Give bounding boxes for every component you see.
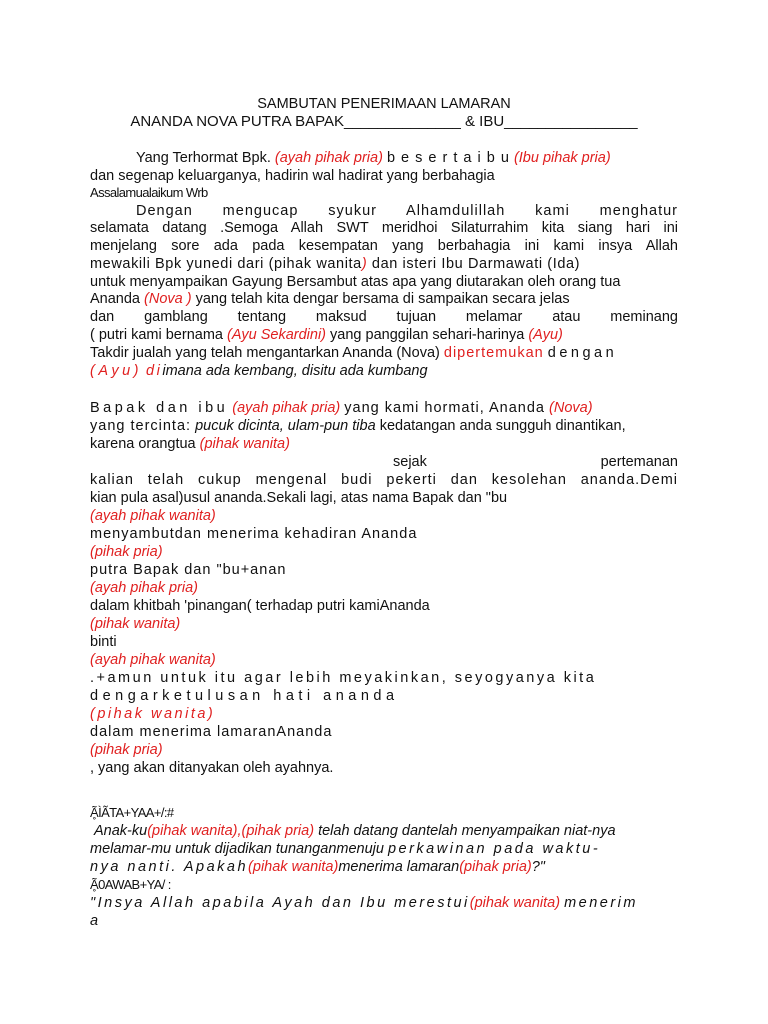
text-line: dalam menerima lamaranAnanda (90, 724, 333, 740)
text-line: yang tercinta: pucuk dicinta, ulam-pun tiba kedatangan anda sungguh dinantikan, (90, 418, 626, 434)
placeholder-line: (pihak pria) (90, 544, 163, 560)
salam-line: Assalamualaikum Wrb (90, 185, 208, 200)
placeholder-line: (ayah pihak pria) (90, 580, 198, 596)
document-page: SAMBUTAN PENERIMAAN LAMARAN ANANDA NOVA PUTRA BAPAK______________ & IBU________________ Yang Terhormat Bpk. (ayah pihak pria) b e s e r t a i b u (Ibu pihak pria) dan segenap keluarganya, hadirin wal hadirat yang berbahagia Assalamualaikum Wrb Dengan mengucap syukur Alhamdulillah kami menghatur selamata datang .Semoga Allah SWT meridhoi Silaturrahim kita siang hari ini menjelang sore ada pada kesempatan yang berbahagia ini kami insya Allah mewakili Bpk yunedi dari (pihak wanita) dan isteri Ibu Darmawati (Ida) untuk menyampaikan Gayung Bersambut atas apa yang diutarakan oleh orang tua Ananda (Nova ) yang telah kita dengar bersama di sampaikan secara jelas dan gamblang tentang maksud tujuan melamar atau meminang ( putri kami bernama (Ayu Sekardini) yang panggilan sehari-harinya (Ayu) Takdir jualah yang telah mengantarkan Ananda (Nova) dipertemukan dengan (Ayu) diimana ada kembang, disitu ada kumbang Bapak dan ibu (ayah pihak pria) yang kami hormati, Ananda (Nova) yang tercinta: pucuk dicinta, ulam-pun tiba kedatangan anda sungguh dinantikan, karena orangtua (pihak wanita) sejak pertemanan kalian telah cukup mengenal budi pekerti dan kesolehan ananda.Demi kian pula asal)usul ananda.Sekali lagi, atas nama Bapak dan "bu (ayah pihak wanita) menyambutdan menerima kehadiran Ananda (pihak pria) putra Bapak dan "bu+anan (ayah pihak pria) dalam khitbah 'pinangan( terhadap putri kamiAnanda (pihak wanita) binti (ayah pihak wanita) .+amun untuk itu agar lebih meyakinkan, seyogyanya kita dengarketulusan hati ananda (pihak wanita) dalam menerima lamaranAnanda (pihak pria) , yang akan ditanyakan oleh ayahnya. Ḁ̃ÌÃTA+YAA+/:# Anak-ku(pihak wanita),(pihak pria) telah datang dantelah menyampaikan niat-nya melamar-mu untuk dijadikan tunanganmenuju perkawinan pada waktu- nya nanti. Apakah(pihak wanita)menerima lamaran(pihak pria)?" Ḁ̃0AWAB+YA/ : "Insya Allah apabila Ayah dan Ibu merestui(pihak wanita) menerim a (90, 96, 678, 929)
placeholder-line: (pihak pria) (90, 742, 163, 758)
text-line: mewakili Bpk yunedi dari (pihak wanita) dan isteri Ibu Darmawati (Ida) (90, 256, 581, 272)
placeholder-line: (ayah pihak wanita) (90, 508, 216, 524)
text-line: menyambutdan menerima kehadiran Ananda (90, 526, 418, 542)
text-line: kalian telah cukup mengenal budi pekerti dan kesolehan ananda.Demi (90, 472, 678, 488)
text-line: kian pula asal)usul ananda.Sekali lagi, atas nama Bapak dan "bu (90, 490, 508, 506)
text-line: (Ayu) diimana ada kembang, disitu ada kumbang (90, 363, 428, 379)
placeholder-line: (pihak wanita) (90, 616, 181, 632)
section-heading: Ḁ̃ÌÃTA+YAA+/:# (90, 805, 174, 820)
text-line: Ananda (Nova ) yang telah kita dengar bersama di sampaikan secara jelas (90, 291, 570, 307)
text-line: untuk menyampaikan Gayung Bersambut atas apa yang diutarakan oleh orang tua (90, 274, 621, 290)
placeholder-line: (ayah pihak wanita) (90, 652, 216, 668)
text-line: "Insya Allah apabila Ayah dan Ibu merestui(pihak wanita) menerim (90, 895, 638, 911)
text-line: karena orangtua (pihak wanita) (90, 436, 290, 452)
text-line: selamata datang .Semoga Allah SWT meridhoi Silaturrahim kita siang hari ini (90, 220, 678, 236)
text-line: .+amun untuk itu agar lebih meyakinkan, seyogyanya kita (90, 670, 597, 686)
text-line: , yang akan ditanyakan oleh ayahnya. (90, 760, 334, 776)
placeholder-ayah-pria: (ayah pihak pria) (274, 150, 383, 166)
text-line: dengarketulusan hati ananda (90, 688, 399, 704)
text-line: dan segenap keluarganya, hadirin wal hadirat yang berbahagia (90, 168, 495, 184)
text-line: melamar-mu untuk dijadikan tunanganmenuju perkawinan pada waktu- (90, 841, 601, 857)
document-subtitle: ANANDA NOVA PUTRA BAPAK______________ & IBU________________ (130, 113, 638, 130)
text-line: Bapak dan ibu (ayah pihak pria) yang kami hormati, Ananda (Nova) (90, 400, 593, 416)
text-line: ( putri kami bernama (Ayu Sekardini) yang panggilan sehari-harinya (Ayu) (90, 327, 563, 343)
text-line: binti (90, 634, 117, 650)
text-line: Anak-ku(pihak wanita),(pihak pria) telah datang dantelah menyampaikan niat-nya (94, 823, 616, 839)
text-line: dalam khitbah 'pinangan( terhadap putri kamiAnanda (90, 598, 430, 614)
text-line: nya nanti. Apakah(pihak wanita)menerima lamaran(pihak pria)?" (90, 859, 545, 875)
placeholder-line: (pihak wanita) (90, 706, 216, 722)
document-title: SAMBUTAN PENERIMAAN LAMARAN (257, 96, 511, 112)
text-line: dan gamblang tentang maksud tujuan melamar atau meminang (90, 309, 678, 325)
text-line: a (90, 913, 99, 929)
greeting-line: Yang Terhormat Bpk. (ayah pihak pria) b e s e r t a i b u (Ibu pihak pria) (136, 150, 611, 166)
text-line: Takdir jualah yang telah mengantarkan Ananda (Nova) dipertemukan dengan (90, 345, 618, 361)
text-line: menjelang sore ada pada kesempatan yang berbahagia ini kami insya Allah (90, 238, 678, 254)
section-heading: Ḁ̃0AWAB+YA/ : (90, 877, 171, 892)
text-line: putra Bapak dan "bu+anan (90, 562, 287, 578)
placeholder-ibu-pria: (Ibu pihak pria) (513, 150, 611, 166)
text-line: Dengan mengucap syukur Alhamdulillah kami menghatur (136, 203, 678, 219)
